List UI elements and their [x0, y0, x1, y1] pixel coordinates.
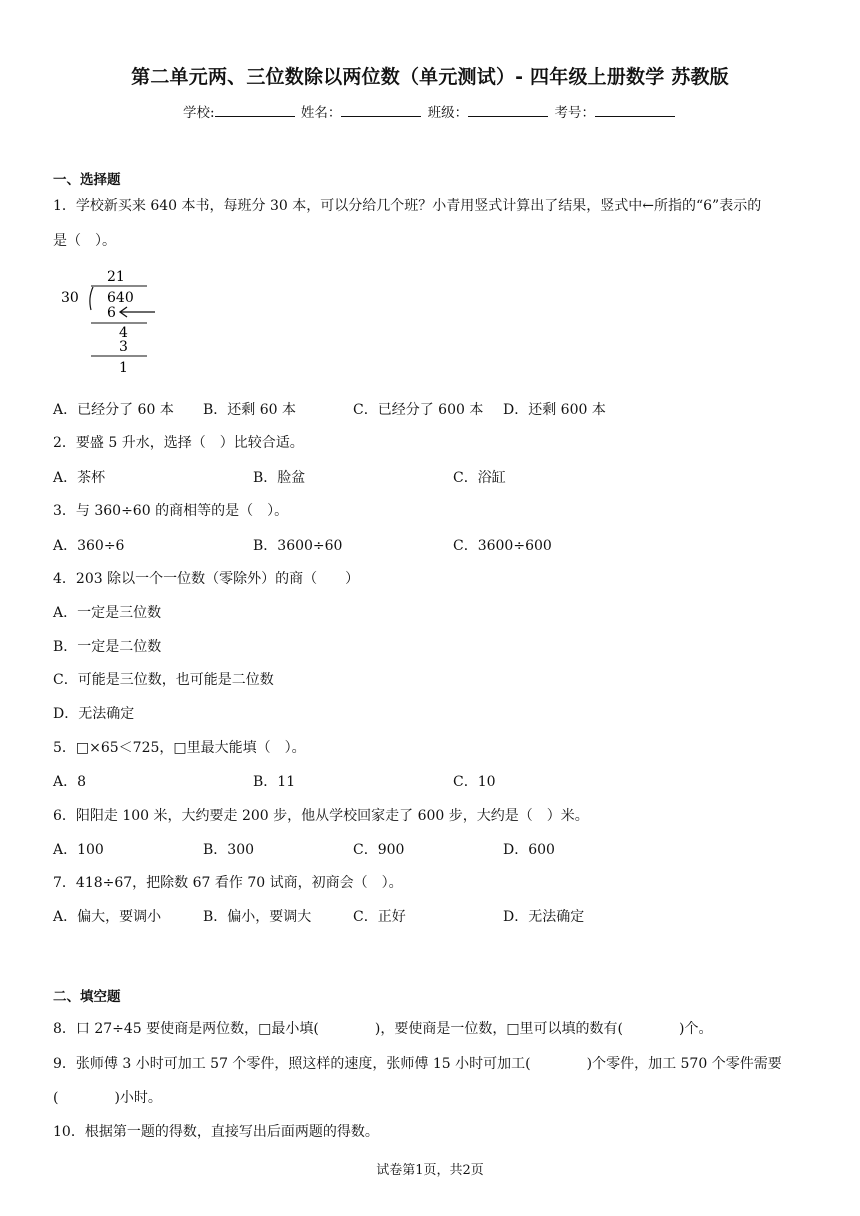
q5-option-c[interactable]: C．10 [453, 774, 496, 790]
q3-option-a[interactable]: A．360÷6 [53, 538, 125, 554]
school-label: 学校: [183, 105, 215, 121]
q1-option-c[interactable]: C．已经分了 600 本 [353, 402, 484, 418]
q7-option-b[interactable]: B．偏小，要调大 [203, 909, 312, 925]
q6-option-c[interactable]: C．900 [353, 842, 405, 858]
exam-no-blank[interactable] [595, 104, 675, 117]
student-info-row [0, 101, 860, 121]
q6-option-a[interactable]: A．100 [53, 842, 104, 858]
exam-title: 第二单元两、三位数除以两位数（单元测试）- 四年级上册数学 苏教版 [131, 66, 729, 88]
q5-option-b[interactable]: B．11 [253, 774, 296, 790]
question-8-text: 8．口 27÷45 要使商是两位数，□最小填( )，要使商是一位数，□里可以填的数有( )个。 [53, 1021, 713, 1037]
division-dividend: 640 [107, 290, 134, 306]
q4-option-d[interactable]: D．无法确定 [53, 706, 135, 722]
question-6-text: 6．阳阳走 100 米，大约要走 200 步，他从学校回家走了 600 步，大约是（ ）米。 [53, 808, 589, 824]
q7-option-d[interactable]: D．无法确定 [503, 909, 585, 925]
question-10-text: 10．根据第一题的得数，直接写出后面两题的得数。 [53, 1124, 379, 1140]
q1-option-a[interactable]: A．已经分了 60 本 [53, 402, 174, 418]
q2-option-c[interactable]: C．浴缸 [453, 470, 506, 486]
class-label: 班级： [427, 105, 469, 121]
q2-option-b[interactable]: B．脸盆 [253, 470, 306, 486]
q4-option-c[interactable]: C．可能是三位数，也可能是二位数 [53, 672, 274, 688]
q3-option-b[interactable]: B．3600÷60 [253, 538, 343, 554]
q6-option-d[interactable]: D．600 [503, 842, 555, 858]
q5-option-a[interactable]: A．8 [53, 774, 87, 790]
question-3-text: 3．与 360÷60 的商相等的是（ ）。 [53, 503, 289, 519]
section-choice-heading: 一、选择题 [53, 172, 121, 188]
name-blank[interactable] [341, 104, 421, 117]
school-blank[interactable] [215, 104, 295, 117]
division-product-1: 6 [107, 305, 116, 321]
question-9-text: 9．张师傅 3 小时可加工 57 个零件，照这样的速度，张师傅 15 小时可加工( )个零件，加工 570 个零件需要 [53, 1056, 782, 1072]
q6-option-b[interactable]: B．300 [203, 842, 255, 858]
q1-option-b[interactable]: B．还剩 60 本 [203, 402, 297, 418]
q3-option-c[interactable]: C．3600÷600 [453, 538, 552, 554]
long-division-figure [55, 262, 165, 377]
division-remainder-1: 4 [119, 325, 128, 341]
question-1-text: 1．学校新买来 640 本书，每班分 30 本，可以分给几个班？小青用竖式计算出了结果，竖式中←所指的“6”表示的 [53, 198, 762, 214]
q1-option-d[interactable]: D．还剩 600 本 [503, 402, 606, 418]
section-fill-heading: 二、填空题 [53, 989, 121, 1005]
page-footer: 试卷第1页，共2页 [376, 1163, 484, 1178]
question-4-text: 4．203 除以一个一位数（零除外）的商（ ） [53, 571, 360, 587]
question-7-text: 7．418÷67，把除数 67 看作 70 试商，初商会（ ）。 [53, 875, 403, 891]
q4-option-b[interactable]: B．一定是二位数 [53, 639, 162, 655]
name-label: 姓名： [300, 105, 342, 121]
division-product-2: 3 [119, 339, 128, 355]
division-remainder-2: 1 [119, 360, 128, 376]
division-bracket [90, 287, 93, 310]
question-9-text-cont: ( )小时。 [53, 1090, 162, 1106]
question-2-text: 2．要盛 5 升水，选择（ ）比较合适。 [53, 435, 304, 451]
division-quotient: 21 [107, 269, 125, 285]
division-divisor: 30 [61, 290, 79, 306]
q7-option-a[interactable]: A．偏大，要调小 [53, 909, 162, 925]
question-1-text-cont: 是（ ）。 [53, 233, 116, 249]
class-blank[interactable] [468, 104, 548, 117]
question-5-text: 5．□×65＜725，□里最大能填（ ）。 [53, 740, 306, 756]
q7-option-c[interactable]: C．正好 [353, 909, 406, 925]
q2-option-a[interactable]: A．茶杯 [53, 470, 106, 486]
exam-no-label: 考号： [554, 105, 595, 121]
arrow-pointer [120, 307, 155, 317]
q4-option-a[interactable]: A．一定是三位数 [53, 605, 162, 621]
